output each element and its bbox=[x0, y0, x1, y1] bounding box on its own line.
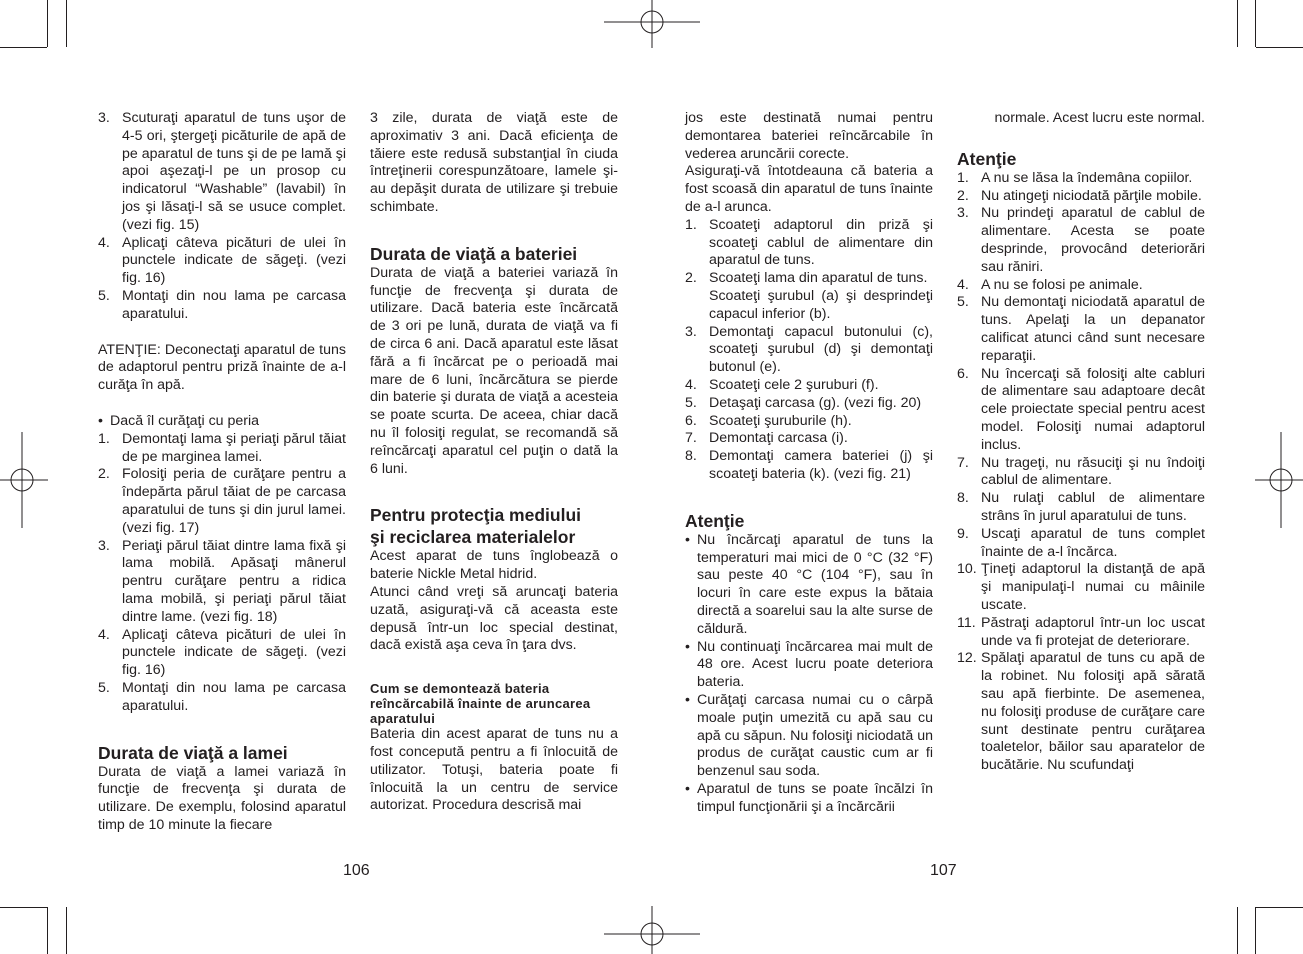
column-3 bbox=[685, 110, 933, 816]
column-2 bbox=[370, 110, 618, 815]
list-item: 3. Periaţi părul tăiat dintre lama fixă şi lama mobilă. Apăsaţi mânerul pentru curăţare pentru a ridica lama mobilă, şi periaţi părul tăiat dintre lame. (vezi fig. 18) bbox=[98, 537, 346, 625]
section-heading: Atenţie bbox=[685, 510, 745, 531]
bullet-item: • Nu încărcaţi aparatul de tuns la temperaturi mai mici de 0 °C (32 °F) sau peste 40 °C (104 °F), sau în locuri în care este expus la bătaia directă a soarelui sau la alte surse de căldură. bbox=[685, 531, 933, 637]
list-item: 1. Demontaţi lama şi periaţi părul tăiat de pe marginea lamei. bbox=[98, 430, 346, 465]
registration-mark-icon bbox=[0, 432, 48, 528]
registration-mark-icon bbox=[604, 0, 700, 48]
list-item: 5. Montaţi din nou lama pe carcasa aparatului. bbox=[98, 679, 346, 714]
list-item: 10. Ţineţi adaptorul la distanţă de apă şi manipulaţi-l numai cu mâinile uscate. bbox=[957, 561, 1205, 613]
list-item: 11. Păstraţi adaptorul într-un loc uscat unde va fi protejat de deteriorare. bbox=[957, 614, 1205, 649]
warning-text: ATENŢIE: Deconectaţi aparatul de tuns de adaptorul pentru priză înainte de a-l curăţa în apă. bbox=[98, 341, 346, 394]
crop-mark bbox=[1255, 0, 1256, 47]
registration-mark-icon bbox=[1255, 432, 1303, 528]
column-1 bbox=[98, 110, 346, 835]
list-item: 9. Uscaţi aparatul de tuns complet înainte de a-l încărca. bbox=[957, 525, 1205, 560]
subsection-heading: Cum se demontează bateria reîncărcabilă înainte de aruncarea aparatului bbox=[370, 681, 591, 727]
bullet-item: • Curăţaţi carcasa numai cu o cârpă moale puţin umezită cu apă sau cu apă cu săpun. Nu folosiţi niciodată un produs de curăţat caustic cum ar fi benzenul sau soda. bbox=[685, 691, 933, 780]
paragraph: Bateria din acest aparat de tuns nu a fost concepută pentru a fi înlocuită de utilizator. Totuşi, bateria poate fi înlocuită la un centru de service autorizat. Procedura descrisă mai bbox=[370, 726, 618, 814]
list-item: 8. Demontaţi camera bateriei (j) şi scoateţi bateria (k). (vezi fig. 21) bbox=[685, 448, 933, 482]
list-item: 6. Scoateţi şuruburile (h). bbox=[685, 412, 852, 429]
list-item: 5. Detaşaţi carcasa (g). (vezi fig. 20) bbox=[685, 394, 922, 411]
list-item: 4. A nu se folosi pe animale. bbox=[957, 276, 1143, 293]
crop-mark bbox=[1256, 907, 1303, 908]
list-item: 2. Nu atingeţi niciodată părţile mobile. bbox=[957, 187, 1202, 204]
list-item: 4. Scoateţi cele 2 şuruburi (f). bbox=[685, 376, 879, 393]
section-heading: Durata de viaţă a bateriei bbox=[370, 243, 578, 264]
registration-mark-icon bbox=[604, 906, 700, 954]
crop-mark bbox=[0, 907, 47, 908]
crop-mark bbox=[1237, 907, 1238, 954]
bullet-item: • Dacă îl curăţaţi cu peria bbox=[98, 412, 260, 429]
paragraph: Asiguraţi-vă întotdeauna că bateria a fost scoasă din aparatul de tuns înainte de a-l arunca. bbox=[685, 163, 933, 215]
column-4 bbox=[957, 110, 1205, 775]
section-heading: Durata de viaţă a lamei bbox=[98, 742, 288, 763]
page-number: 107 bbox=[930, 862, 957, 879]
section-heading: Atenţie bbox=[957, 148, 1017, 169]
list-item: 7. Demontaţi carcasa (i). bbox=[685, 430, 848, 447]
list-item: 1. A nu se lăsa la îndemâna copiilor. bbox=[957, 169, 1193, 186]
bullet-item: • Nu continuaţi încărcarea mai mult de 48 ore. Acest lucru poate deteriora bateria. bbox=[685, 638, 933, 691]
list-item: 4. Aplicaţi câteva picături de ulei în punctele indicate de săgeţi. (vezi fig. 16) bbox=[98, 626, 346, 679]
list-item: 2. Folosiţi peria de curăţare pentru a îndepărta părul tăiat de pe carcasa aparatului de tuns şi din jurul lamei. (vezi fig. 17) bbox=[98, 466, 346, 536]
section-heading: Pentru protecţia mediului bbox=[370, 505, 581, 526]
list-item: 3. Scuturaţi aparatul de tuns uşor de 4-5 ori, ştergeţi picăturile de apă de pe aparatul de tuns şi de pe lamă şi apoi aşezaţi-l pe un prosop cu indicatorul “Washable” (lavabil) în jos şi lăsaţi-l să se usuce complet. (vezi fig. 15) bbox=[98, 110, 346, 233]
paragraph: 3 zile, durata de viaţă este de aproximativ 3 ani. Dacă eficienţa de tăiere este redusă substanţial în ciuda întreţinerii corespunzătoare, lamele şi-au depăşit durata de utilizare şi trebuie schimbate. bbox=[370, 110, 618, 215]
list-item: 4. Aplicaţi câteva picături de ulei în punctele indicate de săgeţi. (vezi fig. 16) bbox=[98, 234, 346, 287]
crop-mark bbox=[66, 907, 67, 954]
crop-mark bbox=[66, 0, 67, 47]
crop-mark bbox=[1255, 907, 1256, 954]
list-item: 8. Nu rulaţi cablul de alimentare strâns în jurul aparatului de tuns. bbox=[957, 490, 1205, 524]
crop-mark bbox=[47, 0, 48, 47]
bullet-item: • Aparatul de tuns se poate încălzi în timpul funcţionării şi a încărcării bbox=[685, 780, 933, 815]
list-item: 5. Nu demontaţi niciodată aparatul de tuns. Apelaţi la un depanator calificat atunci când sunt necesare reparaţii. bbox=[957, 294, 1205, 364]
page-number: 106 bbox=[343, 862, 370, 879]
list-item: 1. Scoateţi adaptorul din priză şi scoateţi cablul de alimentare din aparatul de tuns. bbox=[685, 216, 933, 269]
list-item: 6. Nu încercaţi să folosiţi alte cabluri de alimentare sau adaptoare decât cele proiectate special pentru acest model. Folosiţi numai adaptorul inclus. bbox=[957, 365, 1205, 453]
list-item: 3. Nu prindeţi aparatul de cablul de alimentare. Acesta se poate desprinde, provocând deteriorări sau răniri. bbox=[957, 205, 1205, 275]
paragraph: normale. Acest lucru este normal. bbox=[994, 110, 1205, 126]
crop-mark bbox=[0, 47, 47, 48]
paragraph: Acest aparat de tuns înglobează o baterie Nickle Metal hidrid. bbox=[370, 548, 618, 583]
crop-mark bbox=[1237, 0, 1238, 47]
paragraph: Durata de viaţă a bateriei variază în funcţie de frecvenţa şi durata de utilizare. Dacă bateria este încărcată de 3 ori pe lună, durata de viaţă va fi de circa 6 ani. Dacă aparatul este lăsat fără a fi încărcat pe o perioadă mai mare de 6 luni, încărcătura se pierde din baterie şi durata de viaţă a acesteia se poate scurta. De aceea, chiar dacă nu îl folosiţi regulat, se recomandă să reîncărcaţi aparatul cel puţin o dată la 6 luni. bbox=[370, 264, 618, 477]
paragraph: Atunci când vreţi să aruncaţi bateria uzată, asiguraţi-vă că aceasta este depusă într-un loc special destinat, dacă există aşa ceva în ţara dvs. bbox=[370, 583, 618, 654]
list-item: 7. Nu trageţi, nu răsuciţi şi nu îndoiţi cablul de alimentare. bbox=[957, 454, 1205, 489]
paragraph: Durata de viaţă a lamei variază în funcţie de frecvenţa şi durata de utilizare. De exemplu, folosind aparatul timp de 10 minute la fiecare bbox=[98, 763, 346, 833]
list-item: 3. Demontaţi capacul butonului (c), scoateţi şurubul (d) şi demontaţi butonul (e). bbox=[685, 323, 933, 376]
crop-mark bbox=[1256, 47, 1303, 48]
crop-mark bbox=[47, 907, 48, 954]
list-item: 2. Scoateţi lama din aparatul de tuns. bbox=[685, 270, 928, 287]
list-item: 5. Montaţi din nou lama pe carcasa aparatului. bbox=[98, 287, 346, 322]
paragraph: jos este destinată numai pentru demontarea bateriei reîncărcabile în vederea aruncării corecte. bbox=[685, 110, 933, 162]
list-item: Scoateţi şurubul (a) şi desprindeţi capacul inferior (b). bbox=[709, 287, 933, 322]
section-heading: şi reciclarea materialelor bbox=[370, 527, 576, 548]
list-item: 12. Spălaţi aparatul de tuns cu apă de la robinet. Nu folosiţi apă sărată sau apă fierbinte. De asemenea, nu folosiţi produse de curăţare care sunt destinate pentru curăţarea toaletelor, băilor sau aparatelor de bucătărie. Nu scufundaţi bbox=[957, 650, 1205, 774]
